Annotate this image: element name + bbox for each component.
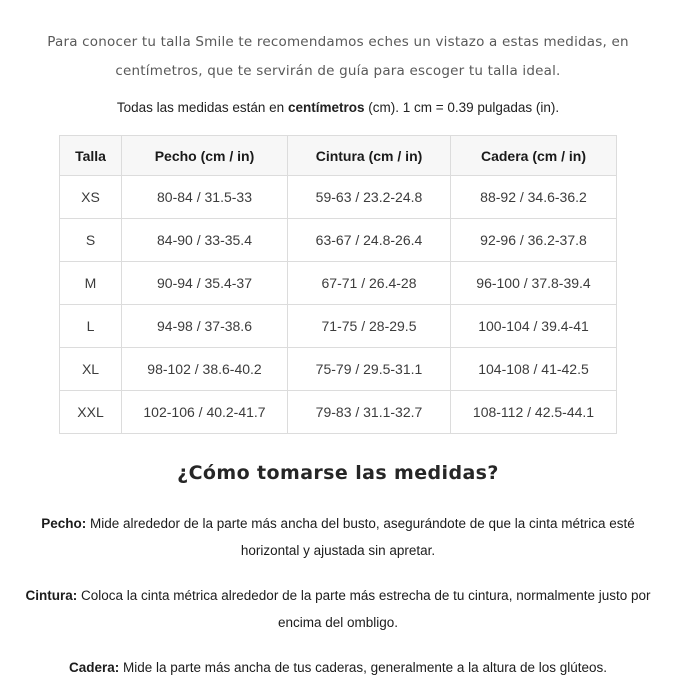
table-row-s <box>60 219 617 262</box>
how-to-measure-title: ¿Cómo tomarse las medidas? <box>177 462 499 484</box>
size-guide-intro-text: Para conocer tu talla Smile te recomendamos eches un vistazo a estas medidas, en centímetros, que te servirán de guía para escoger tu talla ideal. <box>47 34 629 79</box>
cadera-value: 100-104 / 39.4-41 <box>451 305 617 348</box>
size-chart-table <box>59 135 617 434</box>
pecho-value: 84-90 / 33-35.4 <box>122 219 288 262</box>
size-label: XXL <box>60 391 122 434</box>
instruction-pecho-text: Mide alrededor de la parte más ancha del busto, asegurándote de que la cinta métrica esté horizontal y ajustada sin apretar. <box>86 516 635 558</box>
pecho-value: 90-94 / 35.4-37 <box>122 262 288 305</box>
table-row-xs <box>60 176 617 219</box>
size-label: S <box>60 219 122 262</box>
table-row-m <box>60 262 617 305</box>
instruction-cintura-label: Cintura: <box>25 588 78 603</box>
size-label: XL <box>60 348 122 391</box>
cadera-value: 88-92 / 34.6-36.2 <box>451 176 617 219</box>
cadera-value: 108-112 / 42.5-44.1 <box>451 391 617 434</box>
cintura-value: 67-71 / 26.4-28 <box>288 262 451 305</box>
instruction-cintura-text: Coloca la cinta métrica alrededor de la parte más estrecha de tu cintura, normalmente justo por encima del ombligo. <box>77 588 651 630</box>
cintura-value: 79-83 / 31.1-32.7 <box>288 391 451 434</box>
size-label: XS <box>60 176 122 219</box>
cadera-value: 96-100 / 37.8-39.4 <box>451 262 617 305</box>
column-header-cadera: Cadera (cm / in) <box>451 136 617 176</box>
instruction-cadera-text: Mide la parte más ancha de tus caderas, generalmente a la altura de los glúteos. <box>119 660 608 675</box>
instruction-pecho-label: Pecho: <box>41 516 87 531</box>
cintura-value: 71-75 / 28-29.5 <box>288 305 451 348</box>
cadera-value: 92-96 / 36.2-37.8 <box>451 219 617 262</box>
instruction-cadera-label: Cadera: <box>68 660 120 675</box>
units-note-bold-centimetros: centímetros <box>287 100 365 115</box>
pecho-value: 98-102 / 38.6-40.2 <box>122 348 288 391</box>
table-row-xxl <box>60 391 617 434</box>
instruction-cadera <box>24 654 652 681</box>
pecho-value: 94-98 / 37-38.6 <box>122 305 288 348</box>
table-row-l <box>60 305 617 348</box>
column-header-pecho: Pecho (cm / in) <box>122 136 288 176</box>
size-label: M <box>60 262 122 305</box>
units-note-prefix: Todas las medidas están en <box>116 100 288 115</box>
instruction-cintura <box>24 582 652 636</box>
table-row-xl <box>60 348 617 391</box>
cintura-value: 63-67 / 24.8-26.4 <box>288 219 451 262</box>
column-header-talla: Talla <box>60 136 122 176</box>
pecho-value: 102-106 / 40.2-41.7 <box>122 391 288 434</box>
units-note <box>0 100 676 115</box>
cadera-value: 104-108 / 41-42.5 <box>451 348 617 391</box>
pecho-value: 80-84 / 31.5-33 <box>122 176 288 219</box>
size-chart-header-row <box>60 136 617 176</box>
size-label: L <box>60 305 122 348</box>
instruction-pecho <box>24 510 652 564</box>
units-note-suffix: (cm). 1 cm = 0.39 pulgadas (in). <box>364 100 560 115</box>
cintura-value: 59-63 / 23.2-24.8 <box>288 176 451 219</box>
cintura-value: 75-79 / 29.5-31.1 <box>288 348 451 391</box>
column-header-cintura: Cintura (cm / in) <box>288 136 451 176</box>
